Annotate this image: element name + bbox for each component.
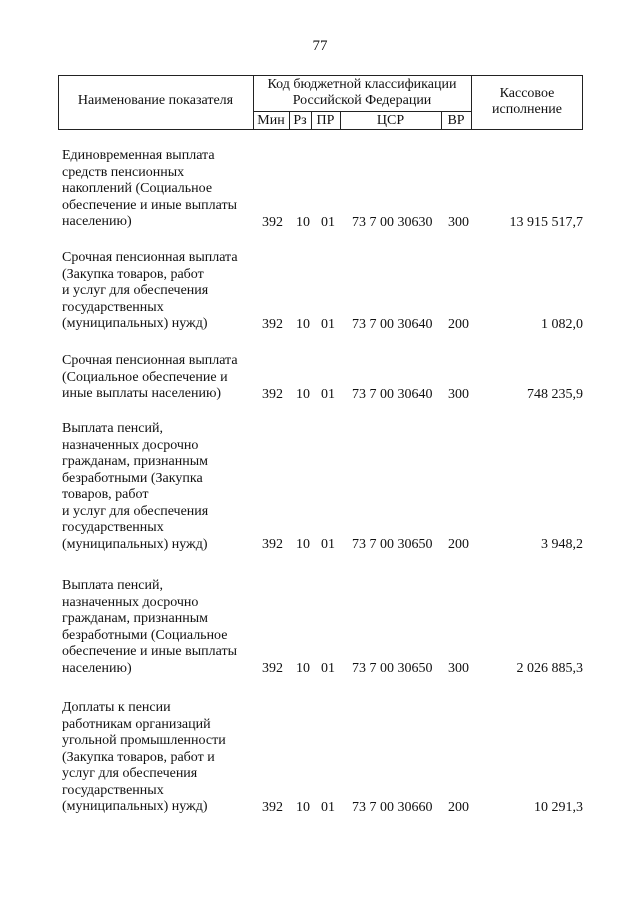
header-vr: ВР	[447, 113, 465, 128]
code-csr: 73 7 00 30650	[352, 661, 433, 676]
cash-execution-amount: 3 948,2	[541, 537, 583, 552]
code-vr: 200	[448, 537, 469, 552]
header-name-column: Наименование показателя	[77, 93, 234, 108]
code-csr: 73 7 00 30640	[352, 316, 433, 332]
row-name-line: (муниципальных) нужд)	[62, 316, 208, 331]
header-min: Мин	[257, 113, 285, 128]
header-rz: Рз	[293, 113, 307, 128]
code-min: 392	[262, 316, 283, 332]
code-csr: 73 7 00 30630	[352, 214, 433, 230]
code-pr: 01	[321, 661, 335, 676]
row-name	[62, 700, 258, 816]
row-name-line: населению)	[62, 214, 132, 229]
code-vr: 300	[448, 661, 469, 676]
row-name-line: назначенных досрочно	[62, 437, 199, 453]
code-rz: 10	[296, 214, 310, 230]
header-code-group-line1: Код бюджетной классификации	[267, 77, 457, 92]
row-name-line: (муниципальных) нужд)	[62, 536, 208, 552]
page-number: 77	[312, 38, 328, 54]
row-name-line: средств пенсионных	[62, 164, 185, 180]
code-min: 392	[262, 661, 283, 676]
row-name	[62, 578, 258, 677]
row-name-line: государственных	[62, 520, 164, 535]
cash-execution-amount: 13 915 517,7	[509, 214, 583, 230]
header-amount-line2: исполнение	[492, 102, 562, 117]
row-name	[62, 148, 258, 231]
row-name-line: накоплений (Социальное	[62, 181, 213, 196]
cash-execution-amount: 748 235,9	[527, 386, 583, 402]
cash-execution-amount: 2 026 885,3	[516, 661, 583, 676]
row-name-line: Единовременная выплата	[62, 148, 215, 163]
table-header	[58, 75, 583, 130]
row-name	[62, 353, 258, 403]
header-amount-line1: Кассовое	[499, 86, 555, 101]
header-code-group-line2: Российской Федерации	[292, 93, 432, 108]
row-name-line: назначенных досрочно	[62, 594, 199, 610]
row-name-line: государственных	[62, 299, 164, 315]
code-rz: 10	[296, 799, 310, 815]
row-name-line: товаров, работ	[62, 487, 149, 502]
row-name-line: государственных	[62, 782, 164, 798]
cash-execution-amount: 10 291,3	[534, 799, 583, 815]
row-name-line: (Социальное обеспечение и	[62, 369, 228, 385]
row-name-line: услуг для обеспечения	[62, 766, 198, 781]
row-name-line: безработными (Закупка	[62, 470, 203, 486]
row-name-line: (Закупка товаров, работ и	[62, 749, 215, 765]
cash-execution-amount: 1 082,0	[541, 316, 583, 332]
row-name-line: Выплата пенсий,	[62, 421, 163, 436]
code-rz: 10	[296, 661, 310, 676]
code-pr: 01	[321, 537, 335, 552]
row-name-line: угольной промышленности	[62, 733, 226, 748]
code-vr: 300	[448, 386, 469, 402]
code-min: 392	[262, 537, 283, 552]
row-name-line: обеспечение и иные выплаты	[62, 197, 237, 213]
row-name-line: и услуг для обеспечения	[62, 283, 209, 298]
code-min: 392	[262, 386, 283, 402]
row-name-line: Срочная пенсионная выплата	[62, 250, 238, 265]
code-pr: 01	[321, 316, 335, 332]
code-vr: 300	[448, 214, 469, 230]
row-name-line: населению)	[62, 660, 132, 676]
code-pr: 01	[321, 214, 335, 230]
row-name-line: обеспечение и иные выплаты	[62, 644, 237, 659]
row-name-line: (муниципальных) нужд)	[62, 799, 208, 814]
code-vr: 200	[448, 799, 469, 815]
code-rz: 10	[296, 316, 310, 332]
code-csr: 73 7 00 30660	[352, 799, 433, 815]
header-csr: ЦСР	[376, 113, 405, 128]
code-min: 392	[262, 214, 283, 230]
header-pr: ПР	[316, 113, 335, 128]
row-name-line: (Закупка товаров, работ	[62, 266, 204, 282]
code-rz: 10	[296, 537, 310, 552]
code-csr: 73 7 00 30640	[352, 386, 433, 402]
row-name-line: и услуг для обеспечения	[62, 503, 209, 519]
row-name	[62, 250, 258, 333]
row-name	[62, 421, 258, 553]
row-name-line: безработными (Социальное	[62, 627, 228, 643]
row-name-line: гражданам, признанным	[62, 611, 209, 626]
row-name-line: Доплаты к пенсии	[62, 700, 171, 715]
code-rz: 10	[296, 386, 310, 402]
row-name-line: работникам организаций	[62, 716, 211, 732]
code-pr: 01	[321, 386, 335, 402]
row-name-line: гражданам, признанным	[62, 454, 209, 469]
code-min: 392	[262, 799, 283, 815]
row-name-line: Срочная пенсионная выплата	[62, 353, 238, 368]
row-name-line: иные выплаты населению)	[62, 386, 222, 401]
code-pr: 01	[321, 799, 335, 815]
code-csr: 73 7 00 30650	[352, 537, 433, 552]
row-name-line: Выплата пенсий,	[62, 578, 163, 593]
code-vr: 200	[448, 316, 469, 332]
